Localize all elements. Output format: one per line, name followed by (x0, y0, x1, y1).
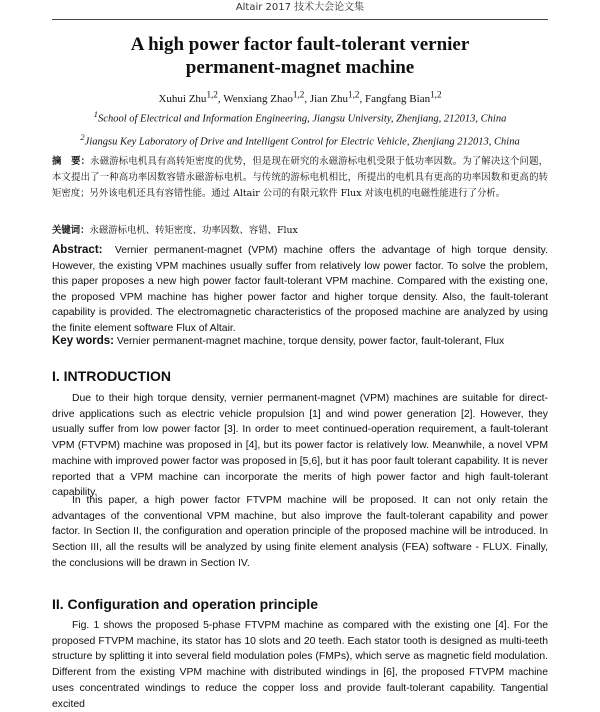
title-line-2: permanent-magnet machine (185, 57, 415, 78)
author-list (52, 89, 548, 105)
chinese-abstract-label: 摘 要： (52, 156, 91, 167)
affiliation-1: $^1$School of Electrical and Information Engineering, Jiangsu University, Zhenjiang, 212013, China (93, 109, 507, 125)
section-heading-introduction: I. INTRODUCTION (52, 368, 171, 384)
author: Fangfang Bian$^{1,2}$ (365, 89, 442, 105)
keywords-label: Key words: (52, 335, 114, 347)
config-paragraph-1: Fig. 1 shows the proposed 5-phase FTVPM machine as compared with the existing one [4]. For the proposed FTVPM machine, its stator has 10 slots and 20 teeth. Each stator tooth is designed as multi-teeth structure by splitting it into several field modulation poles (FMPs), which serve as magnetic field modulation. Different from the existing VPM machine with distributed windings in [6], the proposed FTVPM machine uses concentrated windings to reduce the copper loss and provide fault-tolerant capability. Tangential excited (52, 620, 548, 710)
keywords-text: Vernier permanent-magnet machine, torque density, power factor, fault-tolerant, Flux (116, 336, 505, 347)
section-heading-configuration: II. Configuration and operation principle (52, 596, 318, 612)
abstract-text: Vernier permanent-magnet (VPM) machine offers the advantage of high torque density. However, the existing VPM machines usually suffer from relatively low power factor. To solve the problem, this paper proposes a new high power factor fault-tolerant VPM machine. Compared with the existing one, the proposed VPM machine has higher power factor and higher torque density. Also, the fault-tolerant capability is provided. The electromagnetic characteristics of the proposed machine are analyzed by using the finite element software Flux of Altair. (52, 245, 548, 334)
intro-paragraph-2: In this paper, a high power factor FTVPM machine will be proposed. It can not only retain the advantages of the conventional VPM machine, but also improve the fault-tolerant capability and power factor. In Section II, the configuration and operation principle of the proposed machine will be introduced. In Section III, all the results will be analyzed by using finite element analysis (FEA) software - FLUX. Finally, the conclusions will be drawn in Section IV. (52, 495, 548, 569)
english-keywords (52, 334, 548, 349)
running-header: Altair 2017 技术大会论文集 (52, 0, 548, 20)
intro-paragraph-1: Due to their high torque density, vernier permanent-magnet (VPM) machines are suitable for direct-drive applications such as electric vehicle propulsion [1] and wind power generation [2]. However, they usually suffer from low power factor [3]. In order to meet continued-operation requirement, a fault-tolerant VPM (FTVPM) machine was proposed in [4], but its power factor is relatively low. Meanwhile, a novel VPM machine with improved power factor was proposed in [5,6], but it has poor fault tolerant capability. It is never reported that a VPM machine can incorporate the merits of high power factor and high fault-tolerant capability. (52, 393, 548, 499)
chinese-keywords (52, 223, 548, 239)
author: Xuhui Zhu$^{1,2}$, (158, 89, 224, 105)
english-abstract (52, 243, 548, 337)
paper-title (52, 33, 548, 79)
chinese-keywords-text: 永磁游标电机、转矩密度、功率因数、容错、Flux (89, 225, 298, 236)
chinese-abstract-text: 永磁游标电机具有高转矩密度的优势，但是现在研究的永磁游标电机受限于低功率因数。为了解决这个问题，本文提出了一种高功率因数容错永磁游标电机。与传统的游标电机相比，所提出的电机具有更高的功率因数和更高的转矩密度；另外该电机还具有容错性能。通过 Altair 公司的有限元软件 Flux 对该电机的电磁性能进行了分析。 (52, 156, 548, 199)
title-line-1: A high power factor fault-tolerant vernier (130, 34, 470, 55)
author: Jian Zhu$^{1,2}$, (309, 89, 365, 105)
chinese-abstract (52, 154, 548, 202)
author: Wenxiang Zhao$^{1,2}$, (223, 89, 310, 105)
abstract-label: Abstract: (52, 244, 103, 256)
affiliation-2: $^2$Jiangsu Key Laboratory of Drive and Intelligent Control for Electric Vehicle, Zhenjiang 212013, China (80, 132, 520, 148)
chinese-keywords-label: 关键词： (52, 225, 90, 236)
